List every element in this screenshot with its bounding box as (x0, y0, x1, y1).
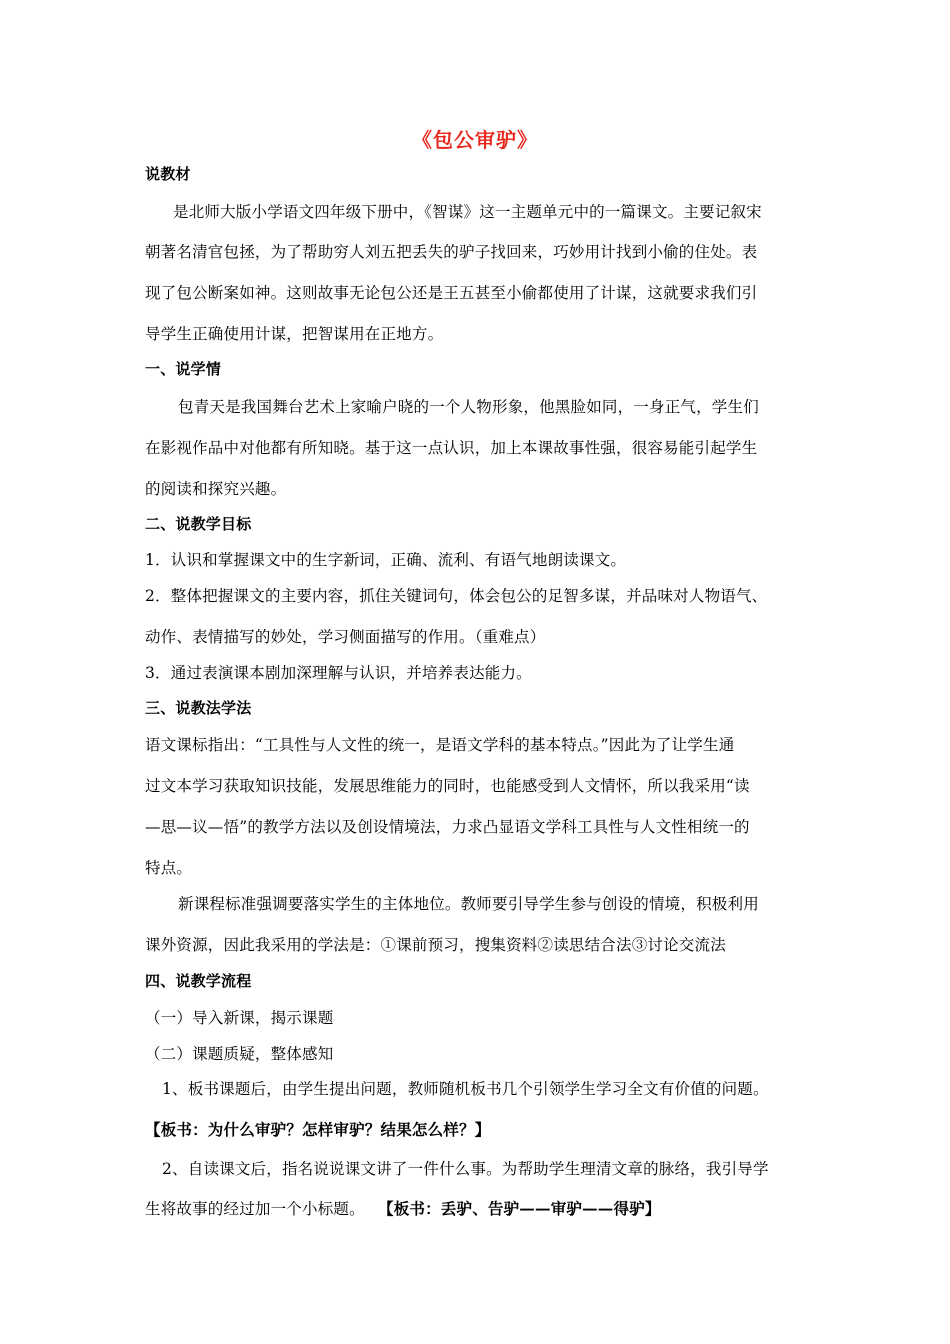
goal-item-continued: 动作、表情描写的妙处，学习侧面描写的作用。（重难点） (145, 628, 546, 646)
paragraph-line: 导学生正确使用计谋，把智谋用在正地方。 (145, 325, 444, 343)
paragraph-line: 过文本学习获取知识技能，发展思维能力的同时，也能感受到人文情怀，所以我采用“读 (145, 777, 750, 795)
section-heading-process: 四、说教学流程 (145, 972, 252, 990)
process-step: （二）课题质疑，整体感知 (145, 1045, 334, 1063)
paragraph-line: 朝著名清官包拯，为了帮助穷人刘五把丢失的驴子找回来，巧妙用计找到小偷的住处。表 (145, 243, 758, 261)
paragraph-line: 新课程标准强调要落实学生的主体地位。教师要引导学生参与创设的情境，积极利用 (178, 895, 759, 913)
goal-item: 1．认识和掌握课文中的生字新词，正确、流利、有语气地朗读课文。 (145, 551, 627, 569)
paragraph-line: 是北师大版小学语文四年级下册中，《智谋》这一主题单元中的一篇课文。主要记叙宋 (173, 203, 762, 221)
paragraph-line: 1、板书课题后，由学生提出问题，教师随机板书几个引领学生学习全文有价值的问题。 (162, 1080, 769, 1098)
paragraph-line: 现了包公断案如神。这则故事无论包公还是王五甚至小偷都使用了计谋，这就要求我们引 (145, 284, 758, 302)
board-note: 【板书：为什么审驴？怎样审驴？结果怎么样？】 (145, 1120, 491, 1139)
goal-item: 3．通过表演课本剧加深理解与认识，并培养表达能力。 (145, 664, 532, 682)
board-note: 【板书：丢驴、告驴——审驴——得驴】 (378, 1199, 661, 1218)
document-title: 《包公审驴》 (412, 128, 538, 152)
goal-item: 2．整体把握课文的主要内容，抓住关键词句，体会包公的足智多谋，并品味对人物语气、 (145, 587, 768, 605)
section-heading-methods: 三、说教法学法 (145, 699, 252, 717)
section-heading-textbook: 说教材 (145, 165, 191, 183)
process-step: （一）导入新课，揭示课题 (145, 1009, 334, 1027)
paragraph-line: 生将故事的经过加一个小标题。 (145, 1200, 365, 1218)
paragraph-line: 在影视作品中对他都有所知晓。基于这一点认识，加上本课故事性强，很容易能引起学生 (145, 439, 758, 457)
paragraph-line: —思—议—悟”的教学方法以及创设情境法，力求凸显语文学科工具性与人文性相统一的 (145, 818, 750, 836)
section-heading-learners: 一、说学情 (145, 360, 222, 378)
paragraph-line: 的阅读和探究兴趣。 (145, 480, 287, 498)
paragraph-line: 语文课标指出：“工具性与人文性的统一，是语文学科的基本特点。”因此为了让学生通 (145, 736, 735, 754)
paragraph-line: 特点。 (145, 859, 193, 877)
section-heading-goals: 二、说教学目标 (145, 515, 252, 533)
paragraph-line: 课外资源，因此我采用的学法是：①课前预习，搜集资料②读思结合法③讨论交流法 (145, 936, 726, 954)
paragraph-line: 2、自读课文后，指名说说课文讲了一件什么事。为帮助学生理清文章的脉络，我引导学 (162, 1160, 769, 1178)
paragraph-line: 包青天是我国舞台艺术上家喻户晓的一个人物形象，他黑脸如同，一身正气，学生们 (178, 398, 759, 416)
